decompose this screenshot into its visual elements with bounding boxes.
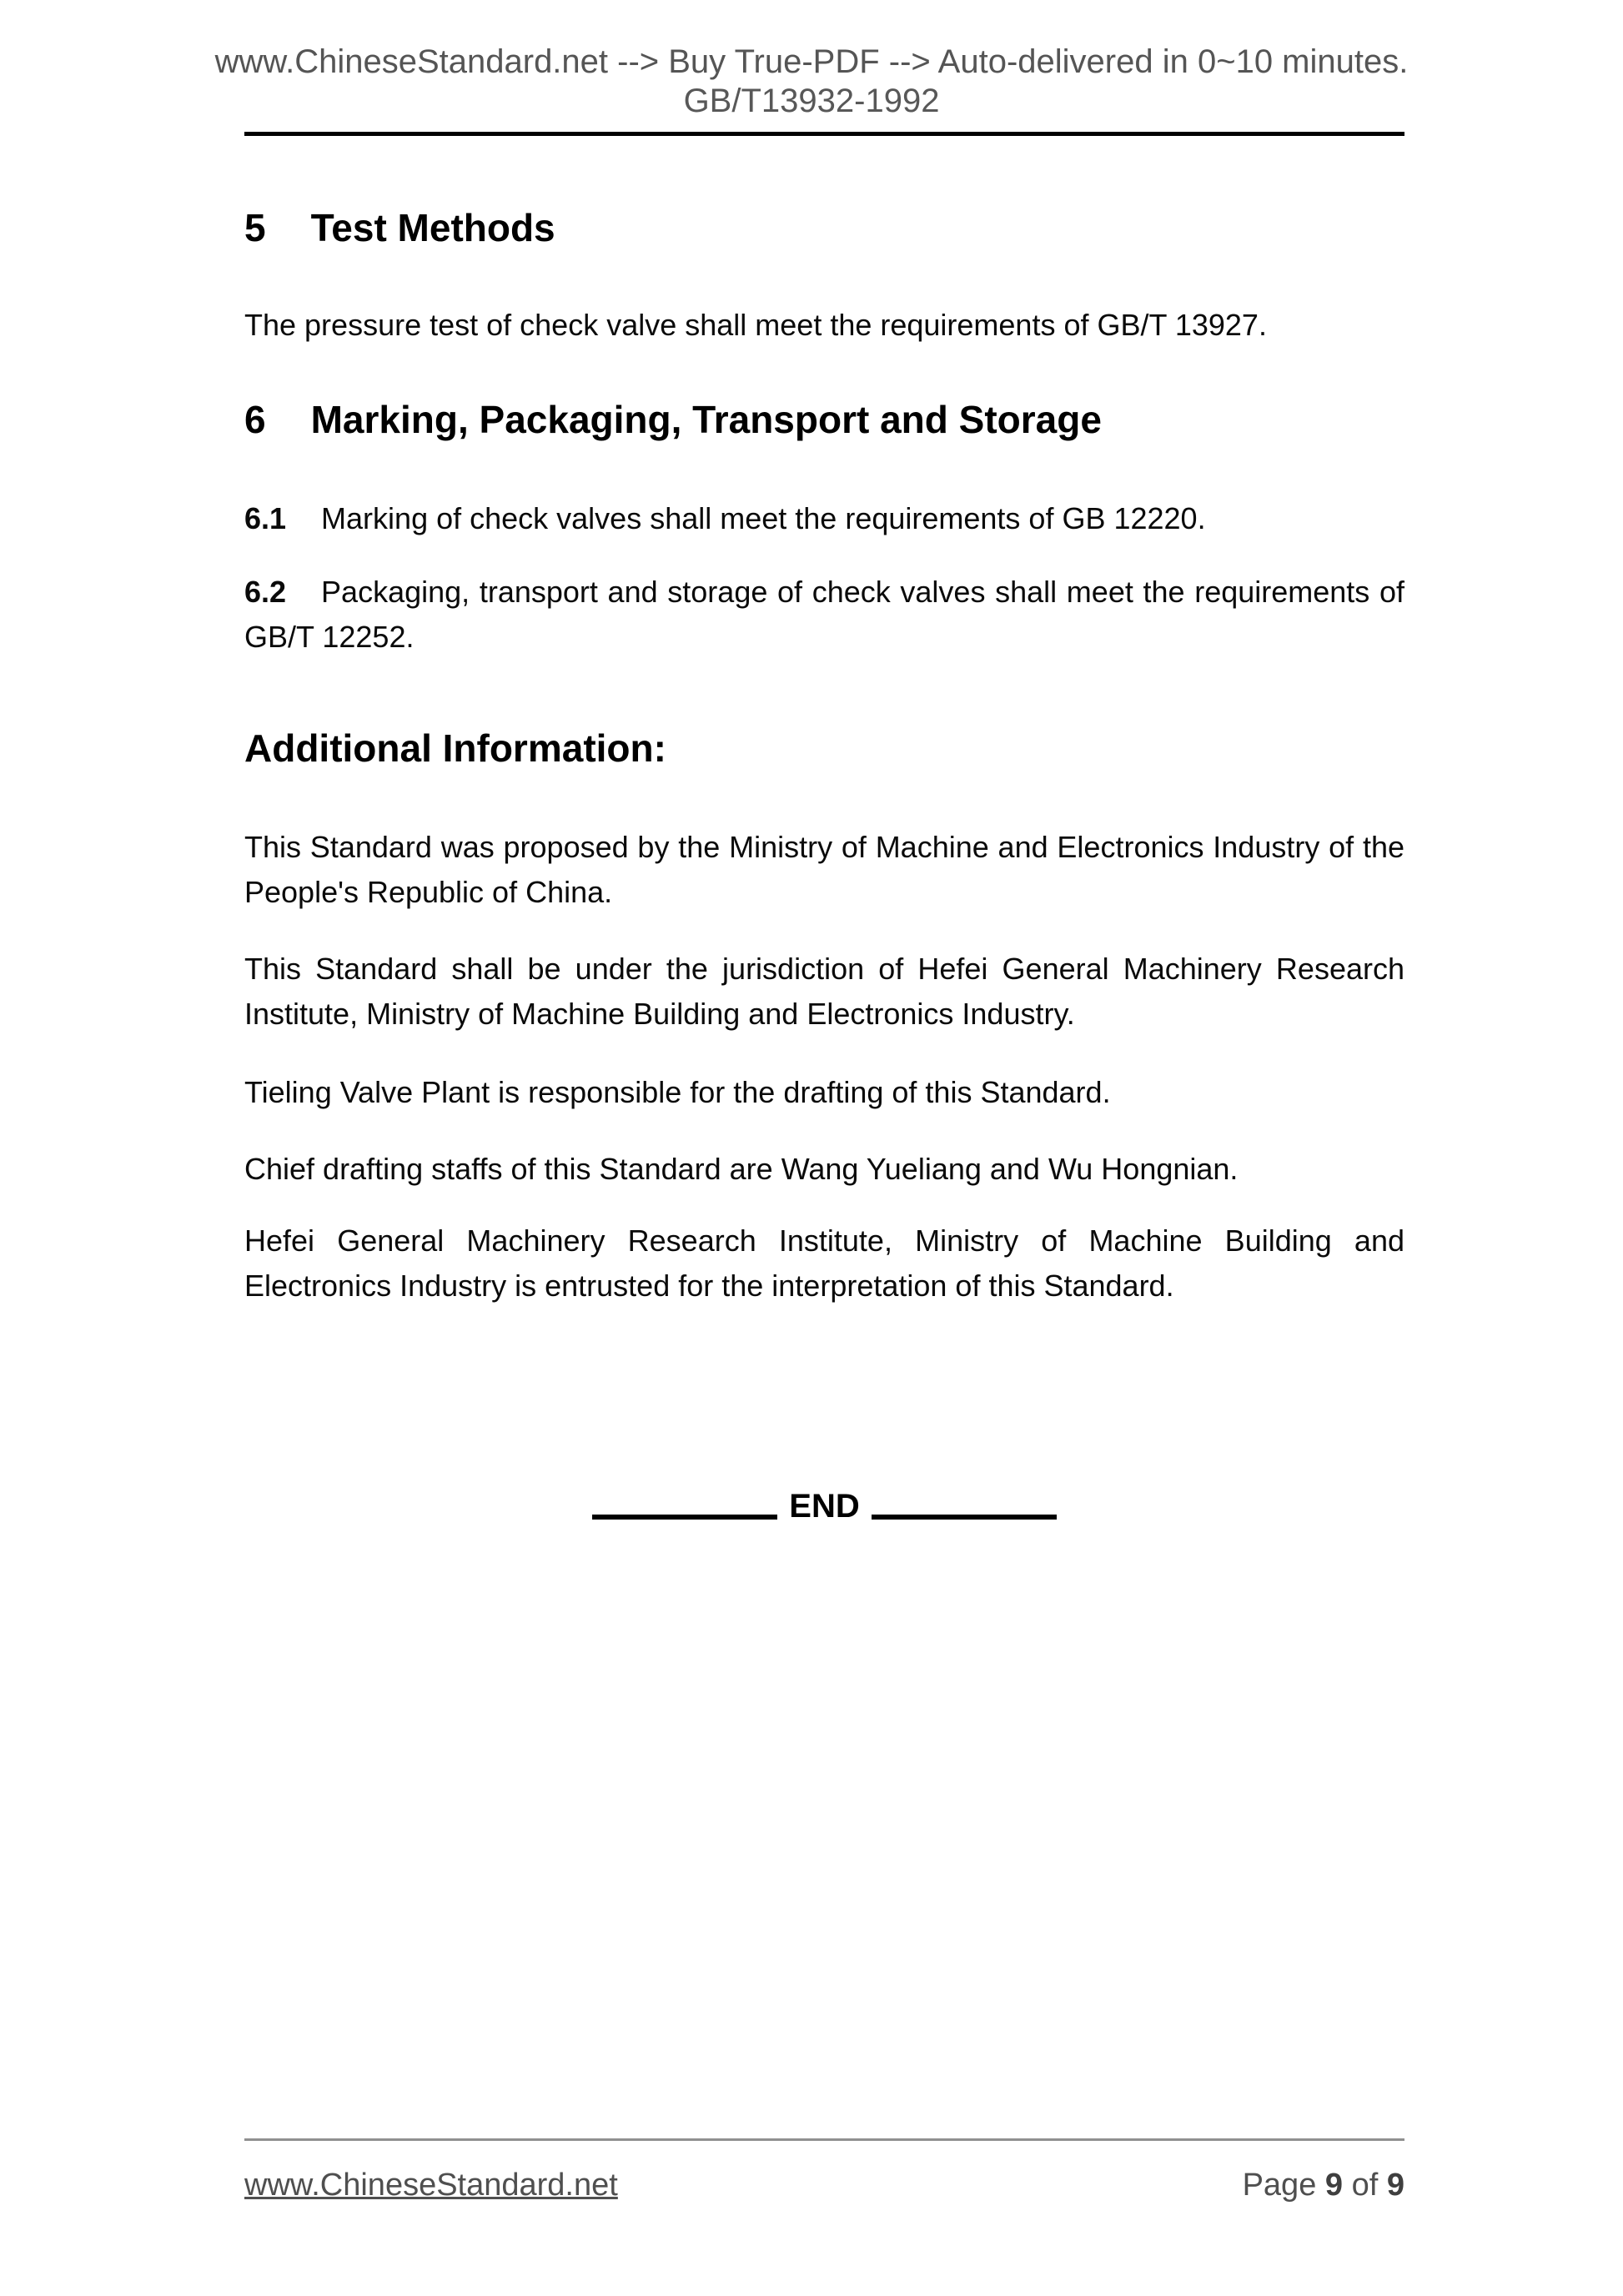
total-page-number: 9 xyxy=(1386,2168,1404,2203)
section-5-heading xyxy=(244,203,1404,253)
clause-6-2-text: Packaging, transport and storage of check valves shall meet the requirements of GB/T 12252. xyxy=(244,575,1404,654)
additional-info-heading: Additional Information: xyxy=(244,726,666,770)
clause-6-2-number: 6.2 xyxy=(244,575,287,609)
clause-6-1-text: Marking of check valves shall meet the requirements of GB 12220. xyxy=(321,501,1206,535)
paragraph-chief-drafters: Chief drafting staffs of this Standard are Wang Yueliang and Wu Hongnian. xyxy=(244,1152,1239,1186)
paragraph-jurisdiction: This Standard shall be under the jurisdiction of Hefei General Machinery Research Institute, Ministry of Machine Building and Electronics Industry. xyxy=(244,952,1404,1031)
section-5-title: Test Methods xyxy=(310,206,555,249)
page-indicator xyxy=(1243,2168,1404,2203)
paragraph-proposed-by: This Standard was proposed by the Ministry of Machine and Electronics Industry of the People's Republic of China. xyxy=(244,830,1404,909)
end-left-line xyxy=(592,1515,777,1520)
header-tagline: www.ChineseStandard.net --> Buy True-PDF --> Auto-delivered in 0~10 minutes. xyxy=(214,43,1409,80)
page-header xyxy=(0,0,1623,136)
end-marker xyxy=(244,1488,1404,1525)
document-body xyxy=(0,203,1623,1525)
clause-6-1-number: 6.1 xyxy=(244,501,287,535)
standard-number: GB/T13932-1992 xyxy=(683,83,940,119)
section-5-number: 5 xyxy=(244,206,266,249)
end-label: END xyxy=(789,1488,860,1525)
page-label: Page xyxy=(1242,2168,1317,2203)
footer-site-link[interactable]: www.ChineseStandard.net xyxy=(244,2168,618,2203)
clause-6-1 xyxy=(244,496,1404,541)
current-page-number: 9 xyxy=(1324,2168,1344,2203)
paragraph-test-methods: The pressure test of check valve shall meet the requirements of GB/T 13927. xyxy=(244,308,1267,342)
section-6-title: Marking, Packaging, Transport and Storage xyxy=(310,398,1102,441)
page-footer xyxy=(244,2138,1404,2203)
end-right-line xyxy=(872,1515,1057,1520)
paragraph-drafting-plant: Tieling Valve Plant is responsible for the drafting of this Standard. xyxy=(244,1075,1111,1109)
section-6-number: 6 xyxy=(244,398,266,441)
paragraph-interpretation: Hefei General Machinery Research Institute, Ministry of Machine Building and Electronics Industry is entrusted for the interpretation of this Standard. xyxy=(244,1223,1404,1303)
section-6-heading xyxy=(244,394,1404,445)
clause-6-2 xyxy=(244,570,1404,660)
of-label: of xyxy=(1351,2168,1379,2203)
header-divider xyxy=(244,132,1404,136)
